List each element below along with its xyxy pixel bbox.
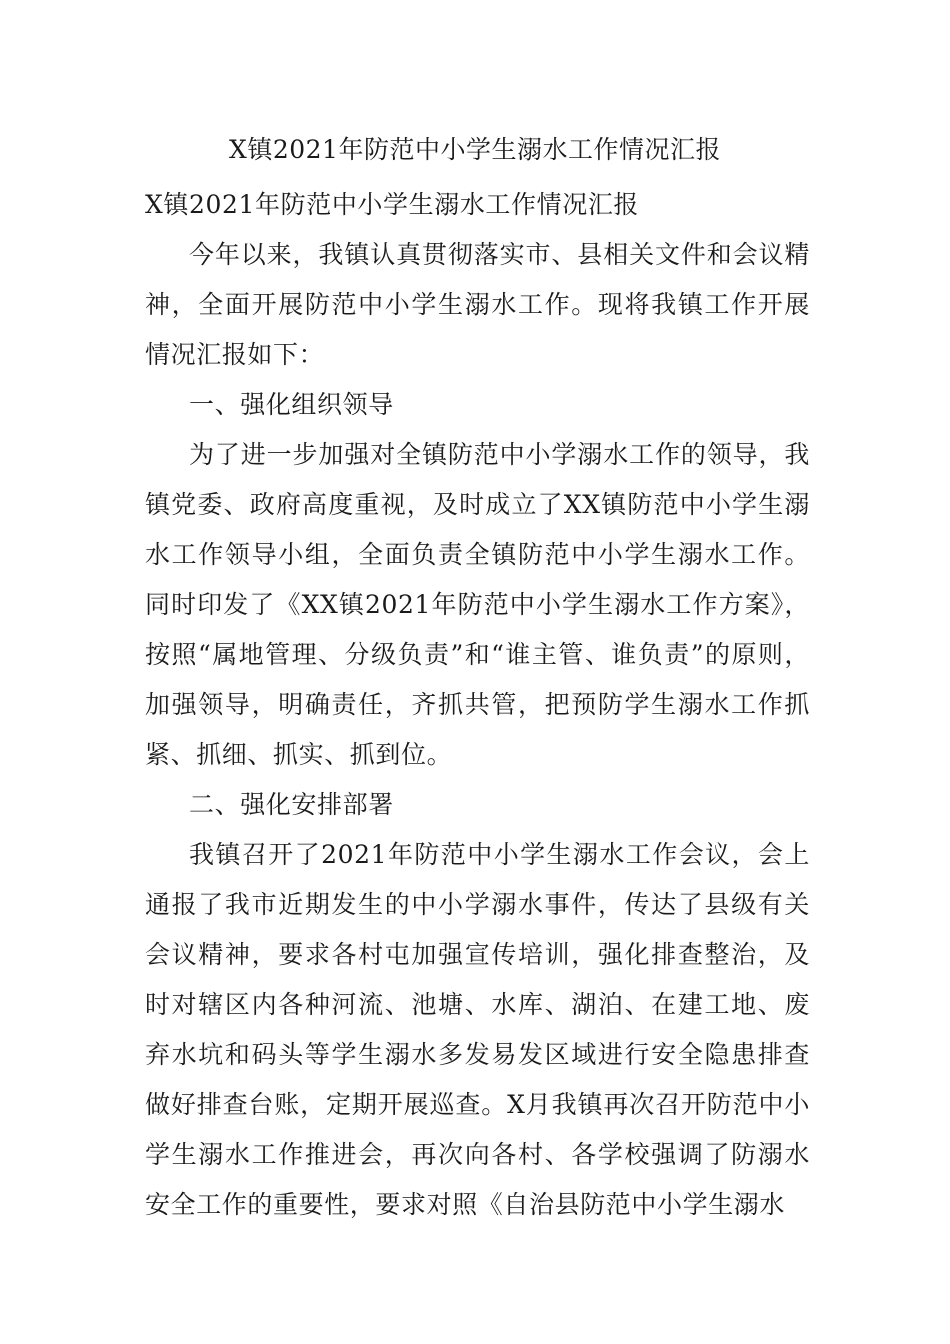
section-2-paragraph: 我镇召开了2021年防范中小学生溺水工作会议，会上通报了我市近期发生的中小学溺水事件，传达了县级有关会议精神，要求各村屯加强宣传培训，强化排查整治，及时对辖区内各种河流、池塘、水库、湖泊、在建工地、废弃水坑和码头等学生溺水多发易发区域进行安全隐患排查做好排查台账，定期开展巡查。X月我镇再次召开防范中小学生溺水工作推进会，再次向各村、各学校强调了防溺水安全工作的重要性，要求对照《自治县防范中小学生溺水 <box>145 840 810 1219</box>
intro-paragraph: 今年以来，我镇认真贯彻落实市、县相关文件和会议精神，全面开展防范中小学生溺水工作。现将我镇工作开展情况汇报如下： <box>145 240 810 369</box>
section-1-paragraph: 为了进一步加强对全镇防范中小学溺水工作的领导，我镇党委、政府高度重视，及时成立了XX镇防范中小学生溺水工作领导小组，全面负责全镇防范中小学生溺水工作。同时印发了《XX镇2021年防范中小学生溺水工作方案》，按照“属地管理、分级负责”和“谁主管、谁负责”的原则，加强领导，明确责任，齐抓共管，把预防学生溺水工作抓紧、抓细、抓实、抓到位。 <box>145 440 810 769</box>
document-title: X镇2021年防范中小学生溺水工作情况汇报 <box>229 135 721 164</box>
section-1-heading: 一、强化组织领导 <box>189 390 394 419</box>
document-subtitle: X镇2021年防范中小学生溺水工作情况汇报 <box>145 190 640 219</box>
section-2-heading: 二、强化安排部署 <box>189 790 394 819</box>
document-body <box>145 180 810 1230</box>
